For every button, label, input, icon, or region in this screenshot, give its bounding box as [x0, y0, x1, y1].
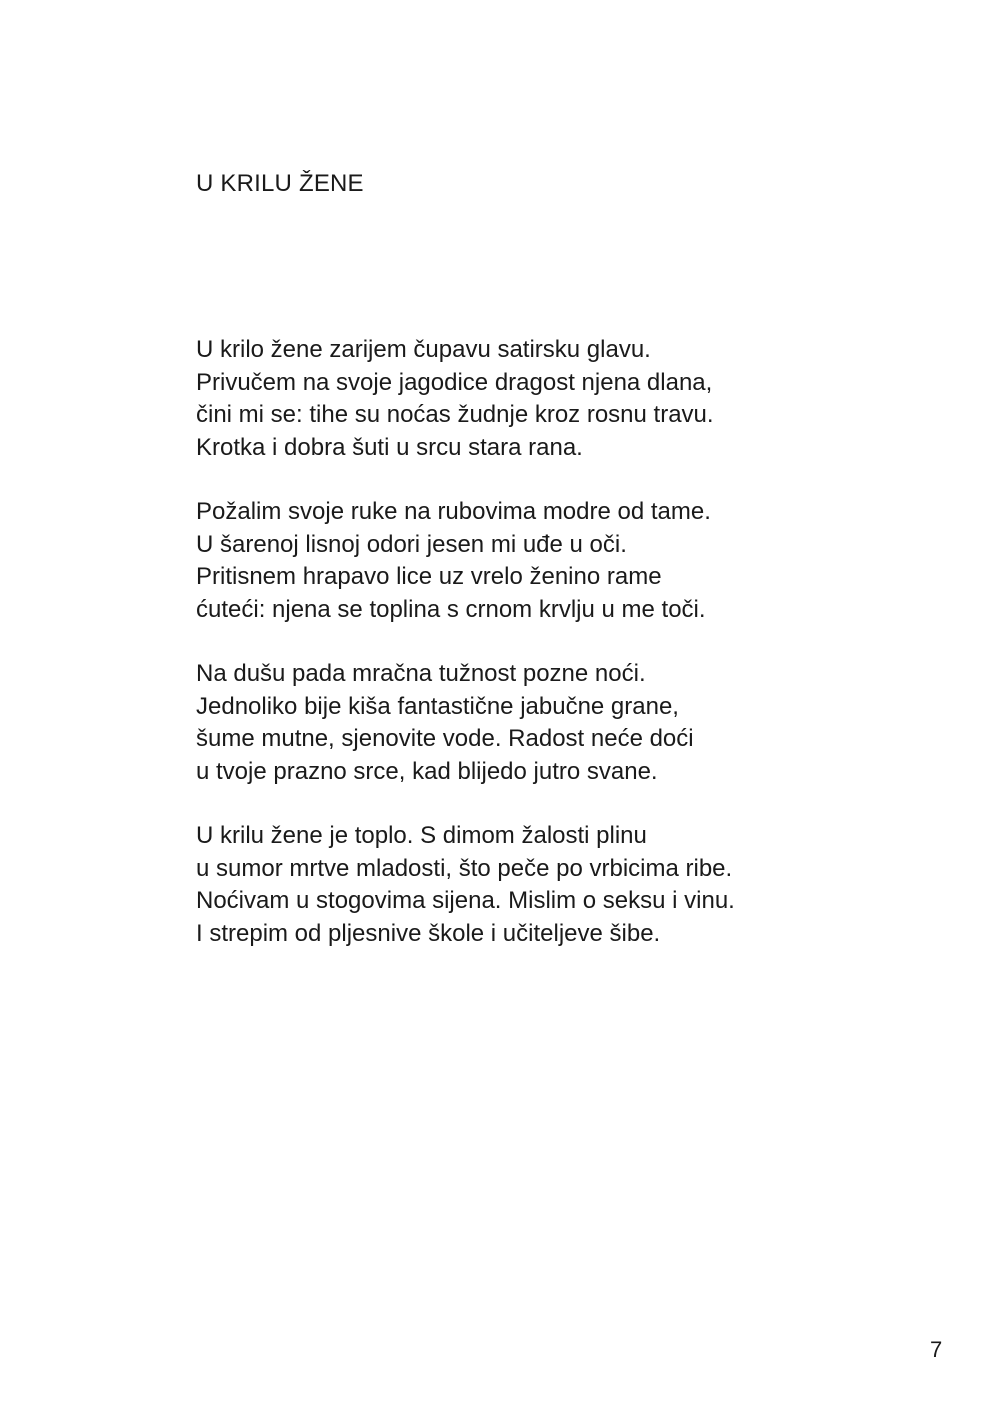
stanza-3	[196, 658, 916, 788]
stanza-2	[196, 496, 916, 626]
poem-line: Noćivam u stogovima sijena. Mislim o seksu i vinu.	[196, 887, 735, 914]
poem-line: ćuteći: njena se toplina s crnom krvlju u me toči.	[196, 595, 706, 623]
poem-line: U šarenoj lisnoj odori jesen mi uđe u oči.	[196, 530, 627, 558]
poem-line: Jednoliko bije kiša fantastične jabučne grane,	[196, 692, 679, 720]
poem-line: Na dušu pada mračna tužnost pozne noći.	[196, 660, 646, 687]
poem-line: čini mi se: tihe su noćas žudnje kroz rosnu travu.	[196, 401, 714, 428]
page-number: 7	[930, 1337, 943, 1362]
poem-line: u sumor mrtve mladosti, što peče po vrbicima ribe.	[196, 854, 733, 882]
poem-line: Privučem na svoje jagodice dragost njena dlana,	[196, 368, 713, 396]
stanza-4	[196, 820, 916, 950]
poem-line: I strepim od pljesnive škole i učiteljeve šibe.	[196, 919, 661, 947]
poem-line: Krotka i dobra šuti u srcu stara rana.	[196, 433, 583, 461]
stanza-1	[196, 334, 916, 464]
poem-line: šume mutne, sjenovite vode. Radost neće doći	[196, 725, 694, 752]
poem-line: Požalim svoje ruke na rubovima modre od tame.	[196, 498, 711, 525]
poem-body	[196, 334, 916, 982]
poem-line: Pritisnem hrapavo lice uz vrelo ženino rame	[196, 563, 662, 590]
poem-line: U krilu žene je toplo. S dimom žalosti plinu	[196, 822, 647, 849]
poem-line: u tvoje prazno srce, kad blijedo jutro svane.	[196, 757, 658, 785]
poem-title: U KRILU ŽENE	[196, 170, 364, 197]
poem-line: U krilo žene zarijem čupavu satirsku glavu.	[196, 336, 651, 363]
